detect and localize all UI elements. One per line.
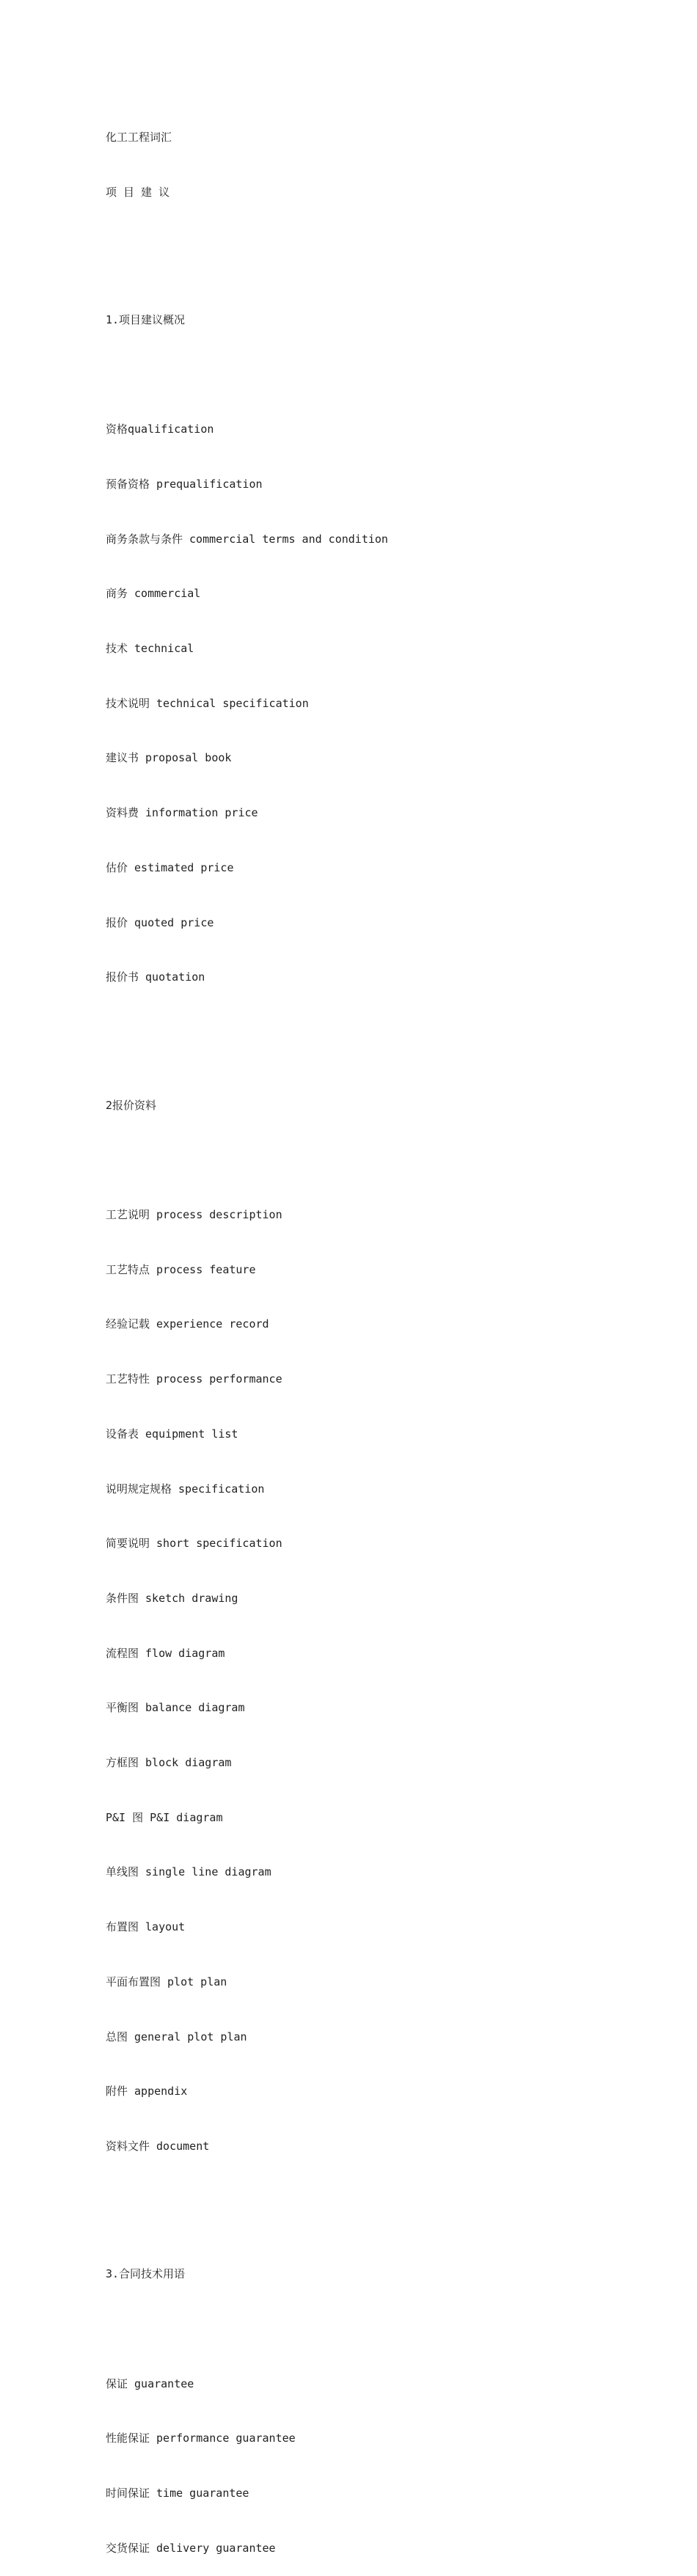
- term-line: 方框图 block diagram: [106, 1756, 232, 1770]
- document-page: [106, 92, 663, 2576]
- term-line: 简要说明 short specification: [106, 1537, 282, 1551]
- term-line: 技术说明 technical specification: [106, 696, 309, 710]
- term-line: 保证 guarantee: [106, 2376, 194, 2390]
- term-line: 性能保证 performance guarantee: [106, 2432, 296, 2445]
- term-line: 商务条款与条件 commercial terms and condition: [106, 532, 388, 546]
- section-heading: 1.项目建议概况: [106, 312, 186, 326]
- term-line: 资格qualification: [106, 422, 214, 436]
- term-line: 平面布置图 plot plan: [106, 1975, 227, 1988]
- term-line: 报价 quoted price: [106, 915, 214, 929]
- spacer: [106, 366, 663, 384]
- term-line: 单线图 single line diagram: [106, 1865, 271, 1879]
- term-line: 估价 estimated price: [106, 860, 234, 874]
- term-line: 经验记载 experience record: [106, 1317, 269, 1331]
- term-line: 总图 general plot plan: [106, 2030, 247, 2043]
- term-line: 平衡图 balance diagram: [106, 1701, 245, 1715]
- spacer: [106, 1023, 663, 1042]
- term-line: 布置图 layout: [106, 1920, 186, 1934]
- term-line: 流程图 flow diagram: [106, 1646, 225, 1660]
- term-line: 工艺特点 process feature: [106, 1262, 256, 1276]
- document-title: 化工工程词汇: [106, 130, 172, 144]
- term-line: 资料文件 document: [106, 2139, 210, 2153]
- term-line: 报价书 quotation: [106, 970, 205, 984]
- term-line: 工艺特性 process performance: [106, 1372, 282, 1386]
- term-line: 资料费 information price: [106, 806, 258, 820]
- term-line: 设备表 equipment list: [106, 1427, 238, 1441]
- term-line: 附件 appendix: [106, 2085, 188, 2099]
- spacer: [106, 2192, 663, 2211]
- spacer: [106, 2320, 663, 2338]
- term-line: 预备资格 prequalification: [106, 477, 263, 491]
- term-line: 说明规定规格 specification: [106, 1482, 265, 1496]
- term-line: 建议书 proposal book: [106, 751, 232, 765]
- term-line: 商务 commercial: [106, 587, 201, 601]
- term-line: 条件图 sketch drawing: [106, 1591, 238, 1605]
- term-line: 时间保证 time guarantee: [106, 2487, 249, 2500]
- term-line: 交货保证 delivery guarantee: [106, 2541, 276, 2555]
- document-subtitle: 项 目 建 议: [106, 185, 170, 199]
- section-heading: 3.合同技术用语: [106, 2267, 186, 2281]
- spacer: [106, 1151, 663, 1169]
- section-heading: 2报价资料: [106, 1098, 157, 1112]
- term-line: P&I 图 P&I diagram: [106, 1810, 223, 1824]
- term-line: 工艺说明 process description: [106, 1207, 282, 1221]
- term-line: 技术 technical: [106, 642, 194, 656]
- spacer: [106, 238, 663, 256]
